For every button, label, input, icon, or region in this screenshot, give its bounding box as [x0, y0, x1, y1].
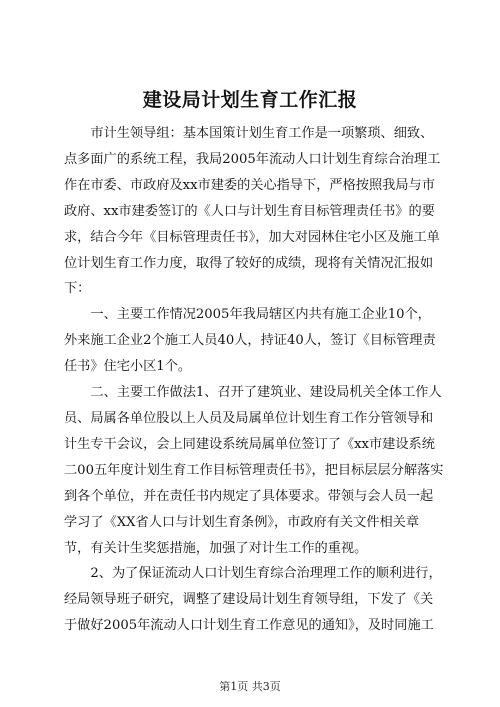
document-body — [64, 121, 444, 639]
paragraph-section-2: 二、主要工作做法1、召开了建筑业、建设局机关全体工作人员、局属各单位股以上人员及局属单位计划生育工作分管领导和计生专干会议，会上同建设系统局属单位签订了《xx市建设系统二00五年度计划生育工作目标管理责任书》，把目标层层分解落实到各个单位，并在责任书内规定了具体要求。带领与会人员一起学习了《XX省人口与计划生育条例》，市政府有关文件相关章节，有关计生奖惩措施，加强了对计生工作的重视。 — [64, 385, 444, 556]
paragraph-intro: 市计生领导组：基本国策计划生育工作是一项繁琐、细致、点多面广的系统工程，我局2005年流动人口计划生育综合治理工作在市委、市政府及xx市建委的关心指导下，严格按照我局与市政府、xx市建委签订的《人口与计划生育目标管理责任书》的要求，结合今年《目标管理责任书》，加大对园林住宅小区及施工单位计划生育工作力度，取得了较好的成绩，现将有关情况汇报如下： — [64, 126, 441, 297]
paragraph-section-2-item-2: 2、为了保证流动人口计划生育综合治理理工作的顺利进行，经局领导班子研究，调整了建设局计划生育领导组，下发了《关于做好2005年流动人口计划生育工作意见的通知》，及时同施工 — [64, 566, 442, 634]
paragraph-section-1: 一、主要工作情况2005年我局辖区内共有施工企业10个，外来施工企业2个施工人员40人，持证40人，签订《目标管理责任书》住宅小区1个。 — [64, 307, 436, 375]
page-footer: 第1页 共3页 — [219, 680, 281, 693]
document-title: 建设局计划生育工作汇报 — [142, 89, 358, 111]
